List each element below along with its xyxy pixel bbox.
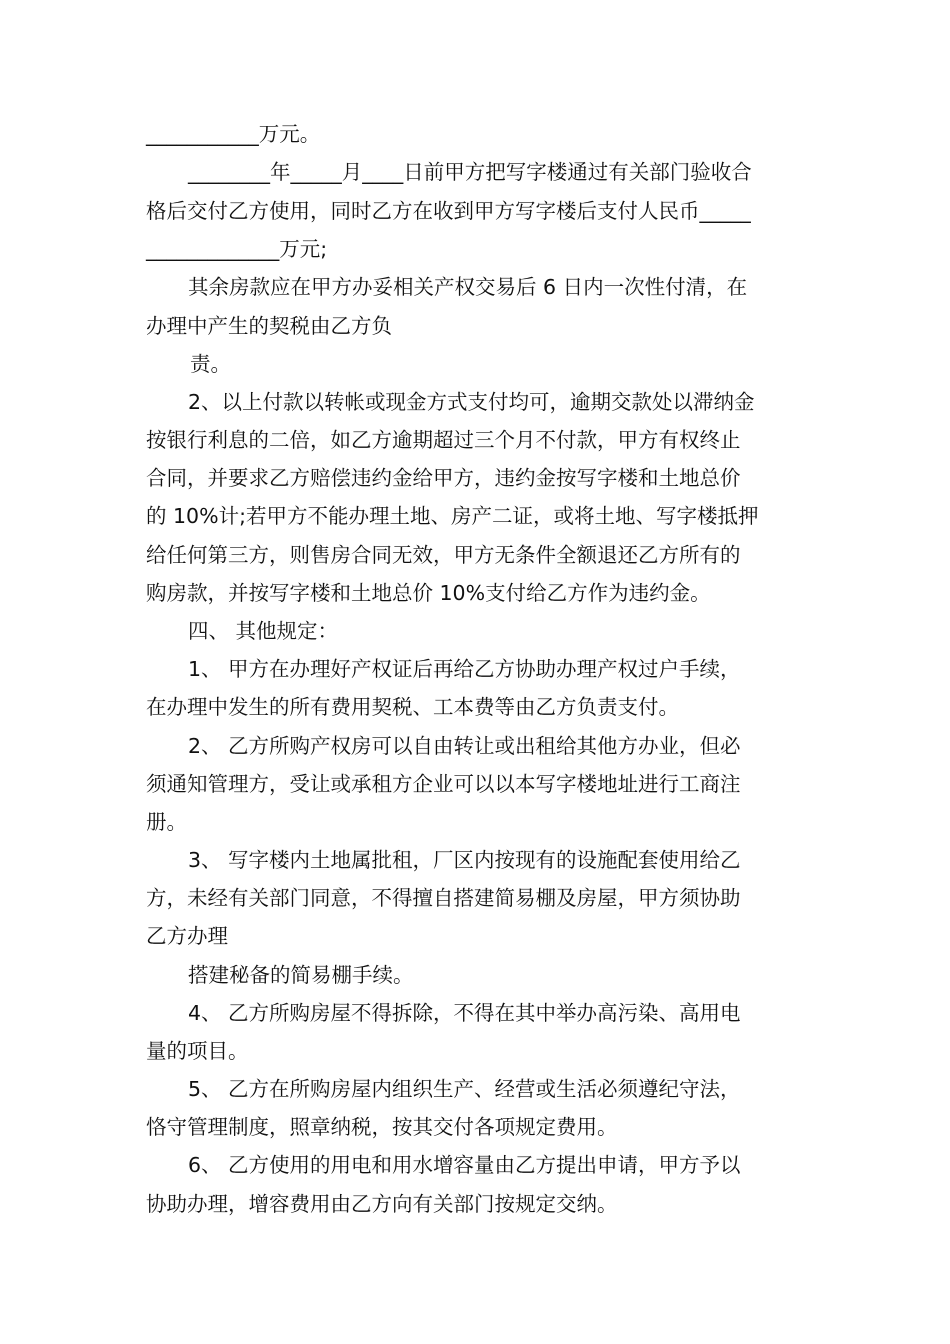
text-line: 6、 乙方使用的用电和用水增容量由乙方提出申请，甲方予以	[188, 1153, 741, 1177]
text-line: ___________万元。	[146, 122, 321, 146]
text-line: 须通知管理方，受让或承租方企业可以以本写字楼地址进行工商注	[146, 772, 741, 796]
text-line: 4、 乙方所购房屋不得拆除，不得在其中举办高污染、高用电	[188, 1001, 741, 1025]
text-line: 2、 乙方所购产权房可以自由转让或出租给其他方办业，但必	[188, 734, 741, 758]
text-line: _____________万元;	[146, 237, 328, 261]
text-line: 2、以上付款以转帐或现金方式支付均可，逾期交款处以滞纳金	[188, 390, 755, 414]
text-line: 搭建秘备的简易棚手续。	[188, 963, 414, 987]
text-line: 恪守管理制度，照章纳税，按其交付各项规定费用。	[146, 1115, 618, 1139]
text-line: 按银行利息的二倍，如乙方逾期超过三个月不付款，甲方有权终止	[146, 428, 741, 452]
text-line: 1、 甲方在办理好产权证后再给乙方协助办理产权过户手续，	[188, 657, 741, 681]
text-line: 其余房款应在甲方办妥相关产权交易后 6 日内一次性付清，在	[188, 275, 748, 299]
text-line: 责。	[190, 352, 231, 376]
section-heading: 四、 其他规定：	[188, 619, 339, 643]
text-line: 协助办理，增容费用由乙方向有关部门按规定交纳。	[146, 1192, 618, 1216]
text-line: 购房款，并按写字楼和土地总价 10%支付给乙方作为违约金。	[146, 581, 711, 605]
text-line: 给任何第三方，则售房合同无效，甲方无条件全额退还乙方所有的	[146, 543, 741, 567]
text-line: 5、 乙方在所购房屋内组织生产、经营或生活必须遵纪守法，	[188, 1077, 741, 1101]
text-line: 册。	[146, 810, 187, 834]
text-line: ________年_____月____日前甲方把写字楼通过有关部门验收合	[188, 160, 752, 184]
text-line: 办理中产生的契税由乙方负	[146, 314, 392, 338]
text-line: 格后交付乙方使用，同时乙方在收到甲方写字楼后支付人民币_____	[146, 199, 751, 223]
text-line: 的 10%计;若甲方不能办理土地、房产二证，或将土地、写字楼抵押	[146, 504, 759, 528]
text-line: 合同，并要求乙方赔偿违约金给甲方，违约金按写字楼和土地总价	[146, 466, 741, 490]
text-line: 3、 写字楼内土地属批租，厂区内按现有的设施配套使用给乙	[188, 848, 741, 872]
text-line: 在办理中发生的所有费用契税、工本费等由乙方负责支付。	[146, 695, 679, 719]
text-line: 量的项目。	[146, 1039, 249, 1063]
text-line: 方，未经有关部门同意，不得擅自搭建简易棚及房屋，甲方须协助	[146, 886, 741, 910]
text-line: 乙方办理	[146, 924, 228, 948]
